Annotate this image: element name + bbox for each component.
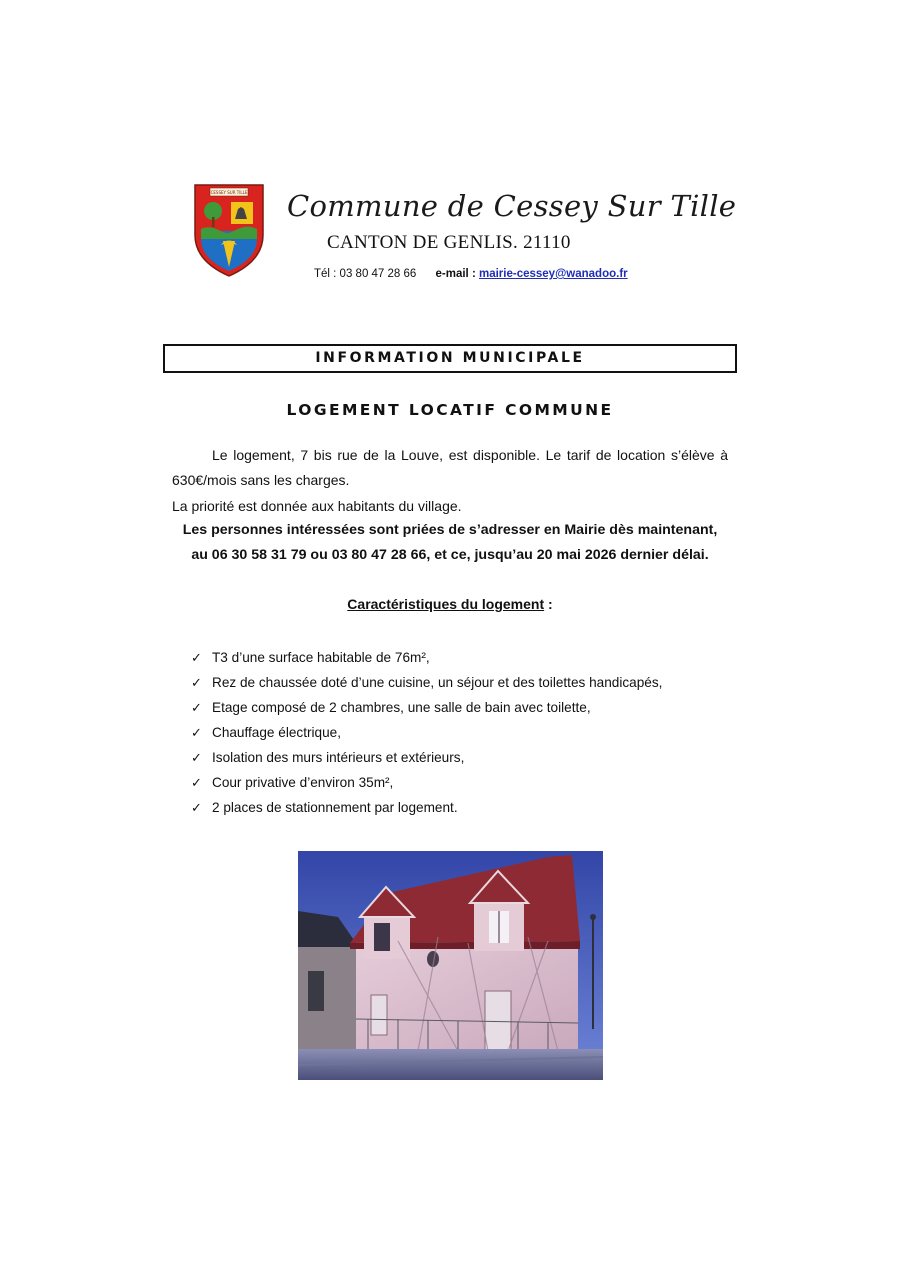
commune-title: Commune de Cessey Sur Tille: [287, 189, 737, 223]
characteristics-heading: [0, 596, 900, 612]
list-item-text: Etage composé de 2 chambres, une salle de bain avec toilette,: [212, 700, 591, 715]
check-icon: ✓: [191, 775, 202, 790]
availability-paragraph: Le logement, 7 bis rue de la Louve, est disponible. Le tarif de location s’élève à 630€/mois sans les charges.: [172, 447, 728, 488]
email-label: e-mail :: [435, 268, 476, 280]
check-icon: ✓: [191, 725, 202, 740]
characteristics-heading-text: Caractéristiques du logement: [347, 596, 545, 612]
email-link[interactable]: mairie-cessey@wanadoo.fr: [478, 268, 628, 280]
list-item-text: Chauffage électrique,: [212, 725, 341, 740]
list-item: [191, 770, 662, 795]
check-icon: ✓: [191, 675, 202, 690]
list-item-text: 2 places de stationnement par logement.: [212, 800, 458, 815]
list-item-text: Isolation des murs intérieurs et extérieurs,: [212, 750, 465, 765]
crest-banner-text: CESSEY SUR TILLE: [210, 190, 248, 195]
contact-line: [314, 268, 628, 280]
list-item-text: Cour privative d’environ 35m²,: [212, 775, 394, 790]
list-item-text: T3 d’une surface habitable de 76m²,: [212, 650, 430, 665]
check-icon: ✓: [191, 750, 202, 765]
information-banner: INFORMATION MUNICIPALE: [163, 344, 737, 373]
list-item: [191, 720, 662, 745]
list-item: [191, 795, 662, 820]
phone-number: Tél : 03 80 47 28 66: [314, 268, 417, 280]
characteristics-heading-suffix: :: [544, 596, 553, 612]
list-item: [191, 670, 662, 695]
check-icon: ✓: [191, 700, 202, 715]
contact-instructions: [165, 518, 735, 568]
canton-line: CANTON DE GENLIS. 21110: [327, 232, 571, 253]
list-item-text: Rez de chaussée doté d’une cuisine, un séjour et des toilettes handicapés,: [212, 675, 663, 690]
check-icon: ✓: [191, 800, 202, 815]
list-item: [191, 695, 662, 720]
characteristics-list: [191, 645, 662, 820]
list-item: [191, 745, 662, 770]
check-icon: ✓: [191, 650, 202, 665]
priority-paragraph: La priorité est donnée aux habitants du village.: [172, 498, 462, 514]
list-item: [191, 645, 662, 670]
house-photo: [298, 851, 603, 1080]
document-subtitle: LOGEMENT LOCATIF COMMUNE: [286, 401, 614, 419]
contact-instructions-line2: au 06 30 58 31 79 ou 03 80 47 28 66, et ce, jusqu’au 20 mai 2026 dernier délai.: [191, 547, 709, 563]
commune-crest-logo: [193, 183, 265, 278]
contact-instructions-line1: Les personnes intéressées sont priées de s’adresser en Mairie dès maintenant,: [182, 522, 718, 538]
